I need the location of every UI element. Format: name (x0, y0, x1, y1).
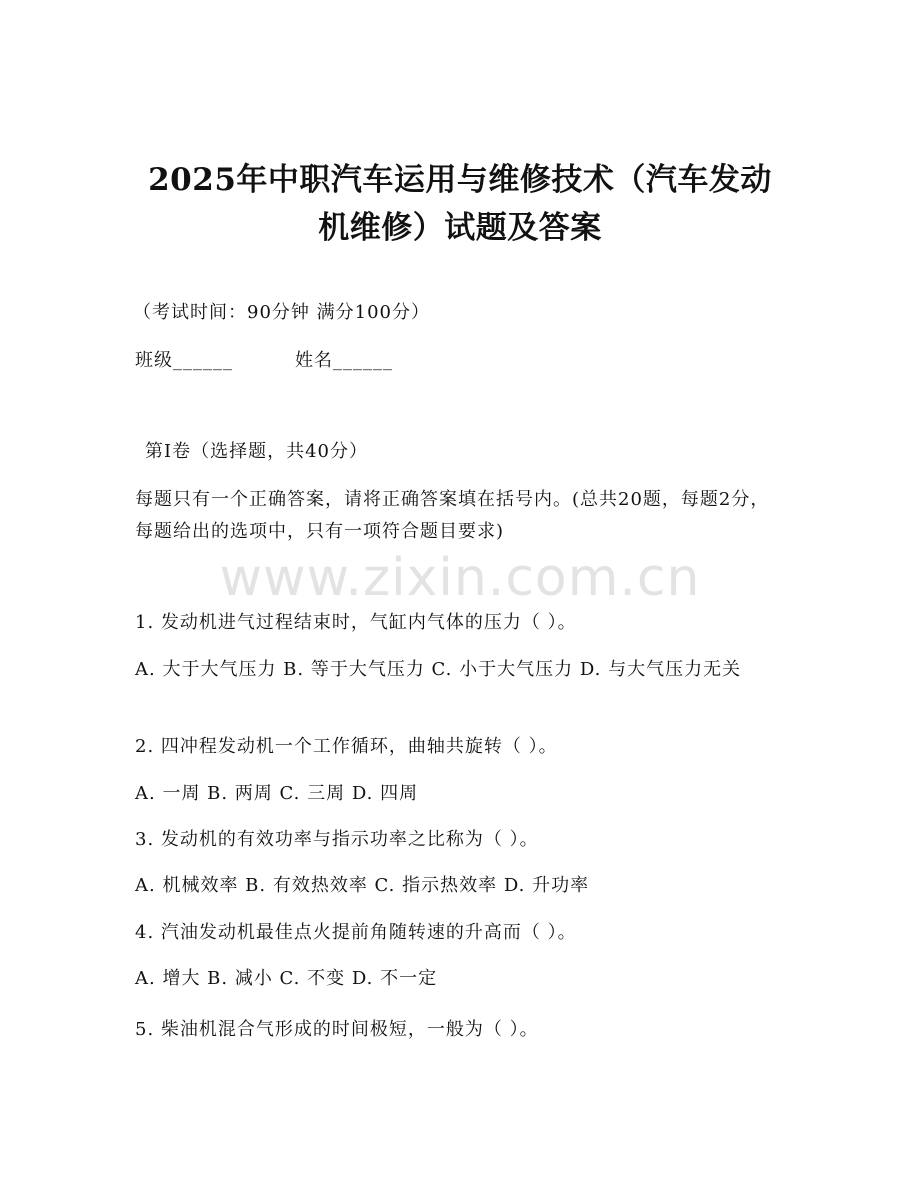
watermark: www.zixin.com.cn (219, 548, 701, 608)
question-4-stem: 4. 汽油发动机最佳点火提前角随转速的升高而（ ）。 (135, 922, 577, 943)
question-1-options: A. 大于大气压力 B. 等于大气压力 C. 小于大气压力 D. 与大气压力无关 (135, 659, 742, 680)
question-3-options: A. 机械效率 B. 有效热效率 C. 指示热效率 D. 升功率 (135, 875, 590, 896)
question-2-options: A. 一周 B. 两周 C. 三周 D. 四周 (135, 783, 419, 804)
question-3-stem: 3. 发动机的有效功率与指示功率之比称为（ ）。 (135, 829, 539, 850)
question-2-stem: 2. 四冲程发动机一个工作循环，曲轴共旋转（ ）。 (135, 736, 558, 757)
question-4-options: A. 增大 B. 减小 C. 不变 D. 不一定 (135, 968, 438, 989)
question-5-stem: 5. 柴油机混合气形成的时间极短，一般为（ ）。 (135, 1019, 539, 1040)
document-title-line-2: 机维修）试题及答案 (318, 210, 602, 246)
instructions: 每题只有一个正确答案，请将正确答案填在括号内。(总共20题，每题2分，每题给出的选项中，只有一项符合题目要求) (135, 489, 770, 542)
section-heading: 第I卷（选择题，共40分） (145, 441, 369, 462)
document-title-line-1: 2025年中职汽车运用与维修技术（汽车发动 (148, 162, 772, 198)
class-field: 班级______ (135, 350, 233, 371)
question-1-stem: 1. 发动机进气过程结束时，气缸内气体的压力（ ）。 (135, 612, 577, 633)
name-field: 姓名______ (295, 350, 393, 371)
exam-info: （考试时间：90分钟 满分100分） (133, 302, 430, 323)
